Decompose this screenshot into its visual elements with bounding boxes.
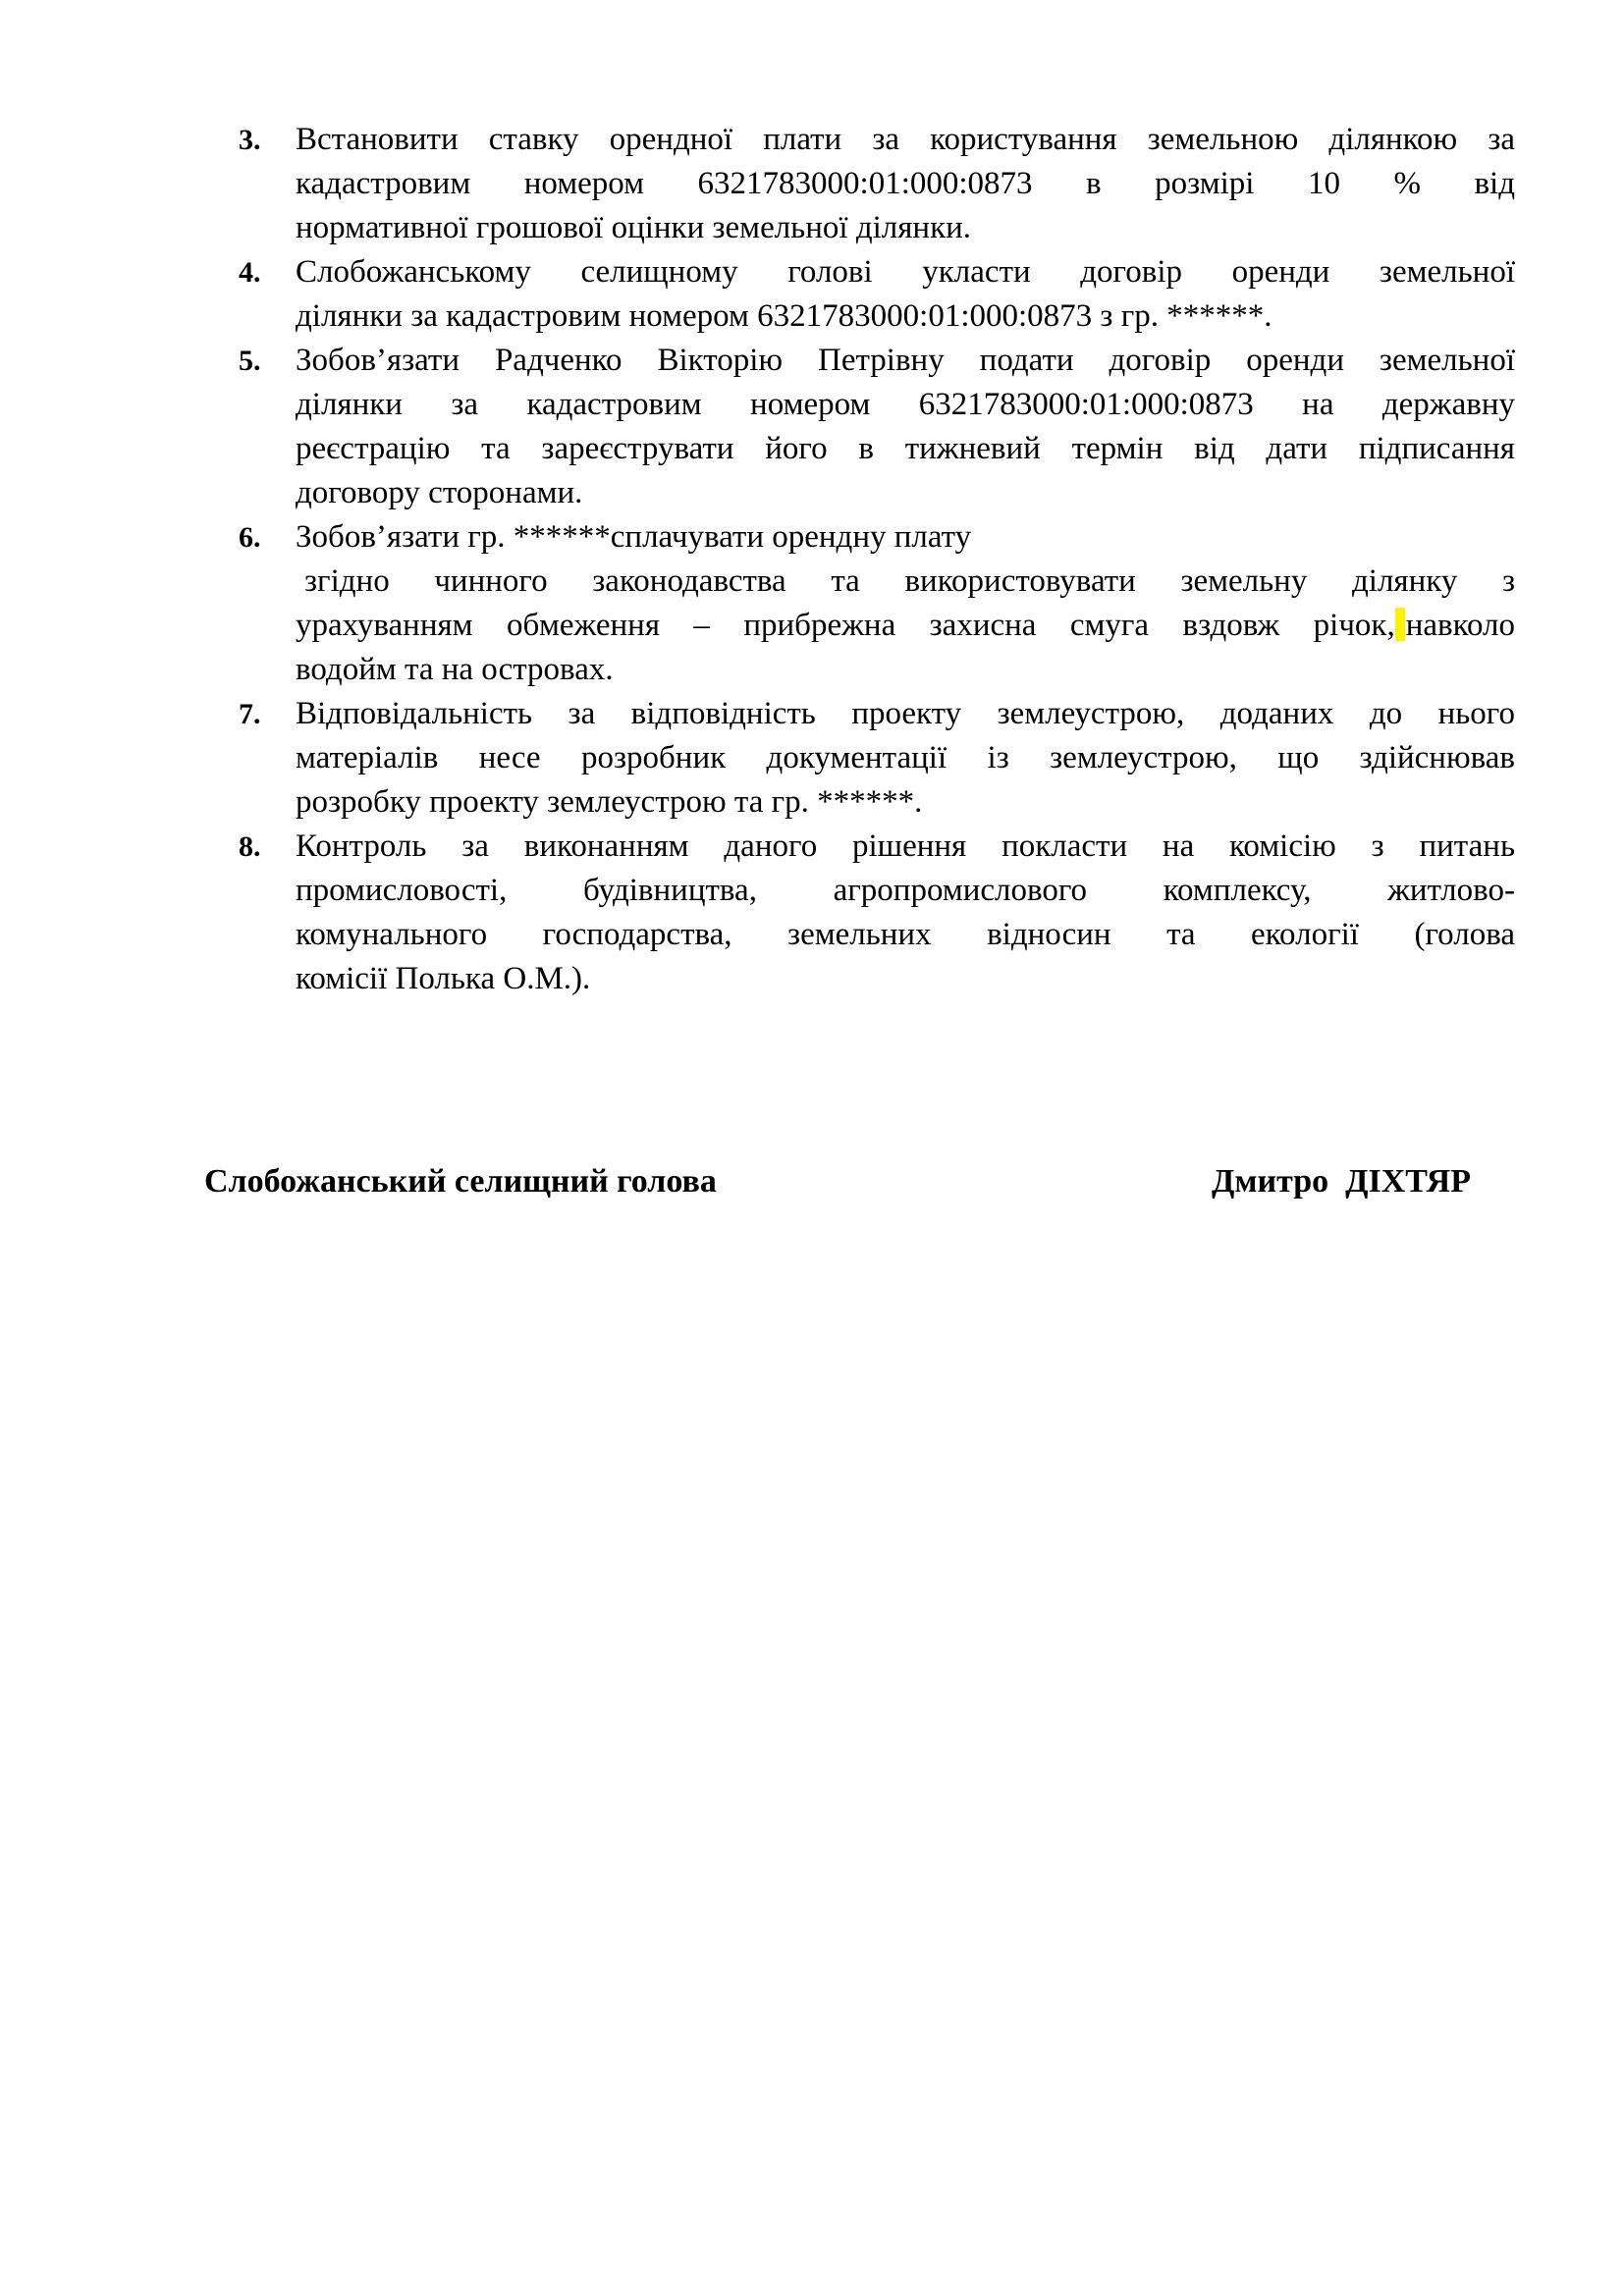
signatory-title: Слобожанський селищний голова: [204, 1163, 717, 1200]
item-text-line: розробку проекту землеустрою та гр. ******.: [296, 784, 923, 820]
item-text-line-highlighted: [296, 604, 1515, 648]
signatory-name: Дмитро ДІХТЯР: [1211, 1163, 1471, 1200]
item-text-line: ділянки за кадастровим номером 6321783000:01:000:0873 з гр. ******.: [296, 298, 1272, 334]
list-item-6: [239, 515, 1515, 692]
list-item-4: [239, 250, 1515, 339]
item-text-line: комунального господарства, земельних відносин та екології (голова: [296, 917, 1515, 952]
decision-items-list: [239, 118, 1515, 1001]
item-text-line: Слобожанському селищному голові укласти договір оренди земельної: [296, 254, 1515, 290]
item-number: 5.: [239, 345, 261, 377]
item-text-line: водойм та на островах.: [296, 652, 614, 687]
item-text-segment: урахуванням обмеження – прибрежна захисна смуга вздовж річок,: [296, 608, 1395, 643]
item-text-line: кадастровим номером 6321783000:01:000:0873 в розмірі 10 % від: [296, 166, 1515, 201]
list-item-7: [239, 692, 1515, 825]
item-text-line: згідно чинного законодавства та використовувати земельну ділянку з: [304, 563, 1515, 599]
item-number: 8.: [239, 830, 261, 863]
list-item-8: [239, 825, 1515, 1001]
list-item-5: [239, 339, 1515, 515]
item-text-line: реєстрацію та зареєструвати його в тижневий термін від дати підписання: [296, 431, 1515, 466]
item-text-line: Встановити ставку орендної плати за користування земельною ділянкою за: [296, 122, 1515, 157]
item-text-line: Відповідальність за відповідність проекту землеустрою, доданих до нього: [296, 696, 1515, 731]
item-text-line: ділянки за кадастровим номером 6321783000:01:000:0873 на державну: [296, 387, 1515, 422]
signature-block: [204, 1159, 1471, 1208]
list-item-3: [239, 118, 1515, 250]
item-text-line: договору сторонами.: [296, 475, 583, 510]
item-text-segment: навколо: [1405, 608, 1515, 643]
item-text-line: промисловості, будівництва, агропромислового комплексу, житлово-: [296, 873, 1515, 908]
item-text-line: Зобов’язати Радченко Вікторію Петрівну подати договір оренди земельної: [296, 343, 1515, 378]
item-number: 7.: [239, 698, 261, 730]
item-number: 3.: [239, 124, 261, 156]
item-number: 4.: [239, 256, 261, 289]
item-number: 6.: [239, 521, 261, 554]
item-text-line: матеріалів несе розробник документації із землеустрою, що здійснював: [296, 740, 1515, 775]
item-text-line: Контроль за виконанням даного рішення покласти на комісію з питань: [296, 828, 1515, 864]
item-text-line: комісії Полька О.М.).: [296, 961, 591, 996]
item-text-line: Зобов’язати гр. ******сплачувати орендну плату: [296, 519, 972, 555]
item-text-line: нормативної грошової оцінки земельної ділянки.: [296, 210, 972, 245]
text-highlight-mark: [1395, 608, 1405, 641]
